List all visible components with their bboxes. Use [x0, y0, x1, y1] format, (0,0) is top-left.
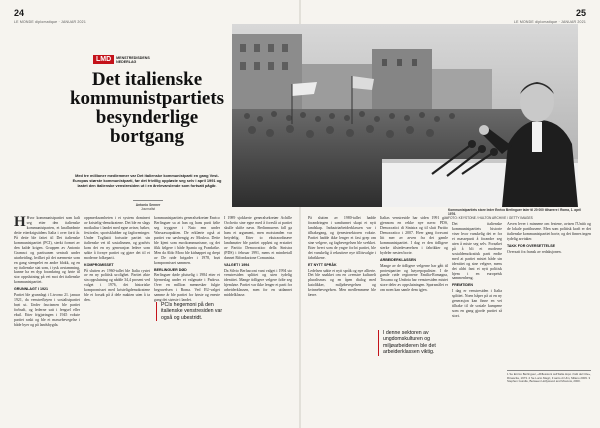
body-text-col2: oppmerksomheten i et system dominert av kristelig-demokratene. Det ble en slags motkultur i landet med egne aviser, bøker, festivaler, sportsklubber og fagforeninger. Under Togliatti fortsatte partiet sin italienske vei til sosialismen, og gradvis kom det en ny generasjon ledere som søkte å fornye partiet og gjøre det til et moderne folkeparti. [84, 216, 150, 260]
body-text-col5b: Ledelsen søkte et nytt språk og nye allierte. Det ble snakket om en «venstre kulturelt pluralisme» og en åpen dialog med katolikker, miljøbevegelsen og kvinnebevegelsen. Men medlemmene ble færre. [308, 268, 376, 298]
pullquote-right: I denne sektoren av ungdomskulturen og miljøarbeideren ble det arbeiderklassen viktig. [378, 330, 449, 356]
body-text-col1b: Partiet ble grunnlagt i Livorno 21. januar 1921, da venstrefløyen i sosialistpartiet brøt ut. Under fascismen ble partiet forbudt, og lederne satt i fengsel eller eksil. Etter frigjøringen i 1945 vokste partiet raskt og ble et massebevegelse i både byer og på landsbygda. [14, 293, 80, 328]
subheading-col1: GRUNNLAGT I 1921 [14, 287, 48, 292]
running-head-left: LE MONDE diplomatique · JANUAR 2021 [14, 20, 86, 24]
section-label [116, 56, 150, 64]
article-lede: Med tre millioner medlemmer var Det italienske kommunistparti en gang Vest-Europas største kommunistparti, før det frivillig oppløste seg selv i april 1991 og lastet den italienske venstresiden ut i en årelevarslende som fortsatt pågår. [72, 173, 222, 189]
body-column-7 [452, 222, 502, 418]
subheading-col8: TAKK FOR OVERSETTELSE [507, 243, 556, 248]
photo-credit: FOTO: KEYSTONE / HULTON ARCHIVE / GETTY IMAGES [448, 216, 533, 220]
body-column-4 [224, 216, 292, 418]
section-label-line-2: NEDERLAG [116, 59, 137, 64]
article-photo [232, 24, 578, 207]
byline-rule [133, 200, 163, 201]
running-head-right: LE MONDE diplomatique · JANUAR 2021 [514, 20, 586, 24]
body-text-col3: kommunistpartiets generalsekretær Enrico Berlinguer sa at han og hans parti følte seg tryggere i Nato enn under Warszawapakten. De erklærte også at partiet var uavhengig av Moskva. Dette ble kjent som eurokommunisme, og det fikk følgere i både Spania og Frankrike. Men da Aldo Moro ble kidnappet og drept av De røde brigader i 1978, brøt kompromisset sammen. [154, 216, 220, 265]
body-text-col4b: Da Silvio Berlusconi vant valget i 1994 sto venstresiden splittet og uten tydelig identitet. Mange tidligere velgere følte seg hjemløse. Partiet var ikke lenger et parti for arbeiderklassen, men for en utdannet middelklasse. [224, 268, 292, 298]
lmd-section-logo [93, 55, 150, 64]
body-text-col5: På slutten av 1980-tallet hadde forandringen i samfunnet skapt et nytt landskap. Industriarbeiderklassen var i tilbakegang, og tjenestesektoren vokste. Partiet hadde ikke lenger et fast grep om sine velgere, og fagbevegelsen ble svekket. Etter hvert som de yngre forlot partiet, ble det vanskelig å rekruttere nye tillitsvalgte i fabrikkene. [308, 216, 376, 260]
body-text-col8: Arven lever i minnene om festene, avisen l'Unità og de lokale partihusene. Men som politisk kraft er det italienske kommunistpartiet borte, og det finnes ingen tydelig arvtaker. [507, 222, 591, 241]
lmd-logo-mark: LMD [93, 55, 114, 64]
body-text-col1: Hvor kommunistpartiet som kalt seg etter den italienske kommunistparten, et knallrødmte dette etterkrigstidens Italia i over førti år. På dette ble fattet til Det italienske kommunistpartiet (PCI), sterkt formet av den kalde krigen. Gruppen av Antonio Gramsci og partisanen sentralt under utarbeiding, hvilket på det nærmeste som en gang stempelet en andre blokk, og en ny italienske stat som, i tysk avstamming, kunne ha en dyp forankring og førte til stor oppslutning på vei mot det italienske kommunistpartiet. [14, 216, 80, 285]
section-label-line-1: MENSTREDISDENS [116, 55, 150, 60]
byline-author: Antonio Senner [135, 202, 161, 207]
photo-caption [448, 208, 588, 220]
body-text-col7b: I dag er venstresiden i Italia splittet. Noen håper på at en ny generasjon kan finne en vei tilbake til de sosiale kampene som en gang gjorde partiet så stort. [452, 289, 502, 319]
subheading-col6: ARBEIDERKLASSEN [380, 257, 416, 262]
pullquote-left: PCIs hegemoni på den italienske venstresiden var også og ubestridt. [156, 302, 223, 321]
body-column-8 [507, 222, 591, 366]
footnotes: 1 Se Enrico Berlinguer, «Riflessioni sull'Italia dopo i fatti del Cile», Rinascita, 1973. 2 Se Lucio Magri, Il sarto di Ulm, Milano 2009. 3 Stephen Gundle, Between Hollywood and Moscow, 2000. [507, 372, 591, 384]
photo-caption-text: Kommunistpartiets store leder Enrico Berlinguer taler til 20 000 tilhørere i Roma, 1. april 1976. [448, 208, 582, 216]
rally-photo-illustration [232, 24, 578, 207]
body-text-col2b: På slutten av 1960-tallet ble Italia rystet av en ny politisk urolighet. Partiet økte sin oppslutning og nådde 34,4 prosent ved valget i 1976, det historiske kompromisset med kristeligdemokratene ble et forsøk på å dele makten uten å ta den. [84, 268, 150, 303]
page-number-left: 24 [14, 8, 25, 18]
article-headline: Det italienske kommunistpartiets besynderlige bortgang [69, 69, 225, 147]
subheading-col7: FREMTIDEN [452, 283, 473, 288]
body-text-col6b: Mange av de tidligere velgerne har gått til protestpartier og høyrepopulister. I de gamle røde regionene Emilia-Romagna, Toscana og Umbria har venstresiden mistet store deler av oppslutningen. Spørsmålet er om noen kan samle dem igjen. [380, 263, 448, 293]
body-column-6 [380, 216, 448, 418]
subheading-col4: VALGET I 1994 [224, 262, 250, 267]
body-column-5 [308, 216, 376, 418]
byline-role: Journalist [140, 206, 156, 211]
body-text-col3b: Berlinguer døde plutselig i 1984 etter et hjerneslag under et valgmøte i Padova. Over en million mennesker fulgte begravelsen i Roma. Ved EU-valget samme år ble partiet for første og eneste gang det største i landet. [154, 273, 220, 303]
body-column-1 [14, 216, 80, 418]
subheading-col2: KOMPROMISSET [84, 262, 114, 267]
drop-cap: H [14, 216, 26, 230]
body-text-col7: Det italienske kommunistpartiets historie viser hvor vanskelig det er for et masseparti å forandre seg uten å miste seg selv. Forsøket på å bli et moderne sosialdemokratisk parti endte med at partiet mistet både sin identitet og sine velgere, mens det aldri fant et nytt politisk hjem i en europeisk sammenheng. [452, 222, 502, 281]
subheading-col3: BERLINGUER DØD [154, 267, 187, 272]
body-column-2 [84, 216, 150, 418]
subheading-col5: ET NYTT SPRÅK [308, 262, 337, 267]
byline [93, 200, 203, 211]
body-text-col6: Italias venstreside har siden 1991 gått gjennom en rekke nye navn: PDS, Democratici di Sinistra og til slutt Partito Democratico i 2007. Hver gang forsvant litt mer av arven fra det gamle kommunistpartiet. I dag er den tidligere sterke tilstedeværelsen i fabrikker og bydeler nesten borte. [380, 216, 448, 255]
body-text-col4: I 1989 sjokkerte generalsekretær Achille Occhetto sine egne med å foreslå at partiet skulle skifte navn. Berlinmurens fall ga ham et argument, men motstanden var betydelig. Etter to ekstraordinære landsmøter ble partiet oppløst og erstattet av Partito Democratico della Sinistra (PDS) i februar 1991, mens et mindretall dannet Rifondazione Comunista. [224, 216, 292, 260]
page-number-right: 25 [575, 8, 586, 18]
body-text-col8b: Oversatt fra fransk av redaksjonen. [507, 249, 562, 254]
